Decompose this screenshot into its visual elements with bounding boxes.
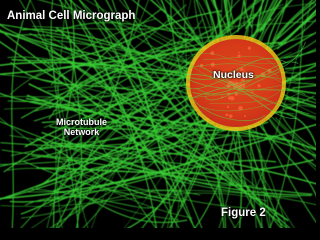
microtubule-network-label [56,117,107,137]
network-label-line2: Network [63,127,100,137]
figure-number: Figure 2 [221,207,266,219]
nucleus-label: Nucleus [213,69,254,81]
nucleus-speck [248,47,251,50]
nucleus [186,35,286,131]
nucleus-speck [210,51,214,55]
nucleus-speck [226,114,229,117]
network-label-line1: Microtubule [56,117,107,127]
nucleus-speck [257,84,260,87]
micrograph-title: Animal Cell Micrograph [7,10,136,22]
nucleus-speck [235,93,238,96]
nucleus-speck [238,52,240,54]
nucleus-speck [244,115,246,117]
nucleus-speck [230,96,234,100]
nucleus-speck [227,106,229,108]
nucleus-speck [229,114,233,118]
